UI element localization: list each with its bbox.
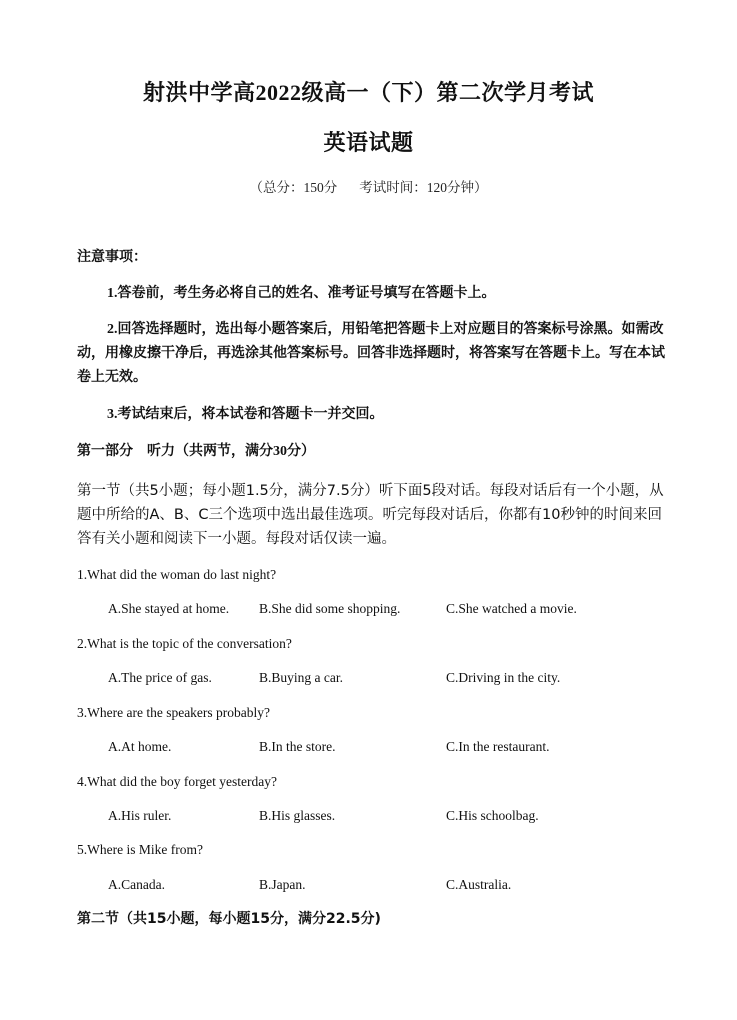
notice-heading: 注意事项： xyxy=(77,250,147,265)
question-2-option-c: C.Driving in the city. xyxy=(446,670,561,685)
question-2: 2.What is the topic of the conversation? xyxy=(77,636,292,651)
question-5-option-a: A.Canada. xyxy=(108,877,165,892)
section1-intro: 第一节（共5小题；每小题1.5分，满分7.5分）听下面5段对话。每段对话后有一个小题，从题中所给的A、B、C三个选项中选出最佳选项。听完每段对话后，你都有10秒钟的时间来回答有关小题和阅读下一小题。每段对话仅读一遍。 xyxy=(77,483,664,547)
question-5: 5.Where is Mike from? xyxy=(77,842,203,857)
question-1-option-a: A.She stayed at home. xyxy=(108,601,230,616)
question-4-option-b: B.His glasses. xyxy=(259,808,336,823)
question-3-option-b: B.In the store. xyxy=(259,739,336,754)
question-3-option-c: C.In the restaurant. xyxy=(446,739,550,754)
question-5-option-c: C.Australia. xyxy=(446,877,512,892)
question-3: 3.Where are the speakers probably? xyxy=(77,705,271,720)
exam-title: 射洪中学高2022级高一（下）第二次学月考试 xyxy=(142,80,594,105)
part1-heading: 第一部分 听力（共两节，满分30分） xyxy=(77,444,315,459)
total-score: （总分：150分 xyxy=(249,180,338,195)
notice-item-2: 2.回答选择题时，选出每小题答案后，用铅笔把答题卡上对应题目的答案标号涂黑。如需改动，用橡皮擦干净后，再选涂其他答案标号。回答非选择题时，将答案写在答题卡上。写在本试卷上无效。 xyxy=(77,322,665,385)
question-2-option-b: B.Buying a car. xyxy=(259,670,343,685)
notice-item-3: 3.考试结束后，将本试卷和答题卡一并交回。 xyxy=(107,407,384,422)
question-3-option-a: A.At home. xyxy=(108,739,172,754)
question-1-option-b: B.She did some shopping. xyxy=(259,601,401,616)
question-1-option-c: C.She watched a movie. xyxy=(446,601,577,616)
question-2-option-a: A.The price of gas. xyxy=(108,670,212,685)
exam-subtitle: 英语试题 xyxy=(323,130,414,155)
question-5-option-b: B.Japan. xyxy=(259,877,306,892)
notice-item-1: 1.答卷前，考生务必将自己的姓名、准考证号填写在答题卡上。 xyxy=(107,286,496,301)
question-4: 4.What did the boy forget yesterday? xyxy=(77,774,277,789)
section2-heading: 第二节（共15小题，每小题15分，满分22.5分) xyxy=(77,911,381,927)
question-4-option-a: A.His ruler. xyxy=(108,808,172,823)
question-1: 1.What did the woman do last night? xyxy=(77,567,277,582)
exam-meta xyxy=(0,176,737,196)
question-4-option-c: C.His schoolbag. xyxy=(446,808,539,823)
exam-time: 考试时间：120分钟） xyxy=(359,180,488,195)
